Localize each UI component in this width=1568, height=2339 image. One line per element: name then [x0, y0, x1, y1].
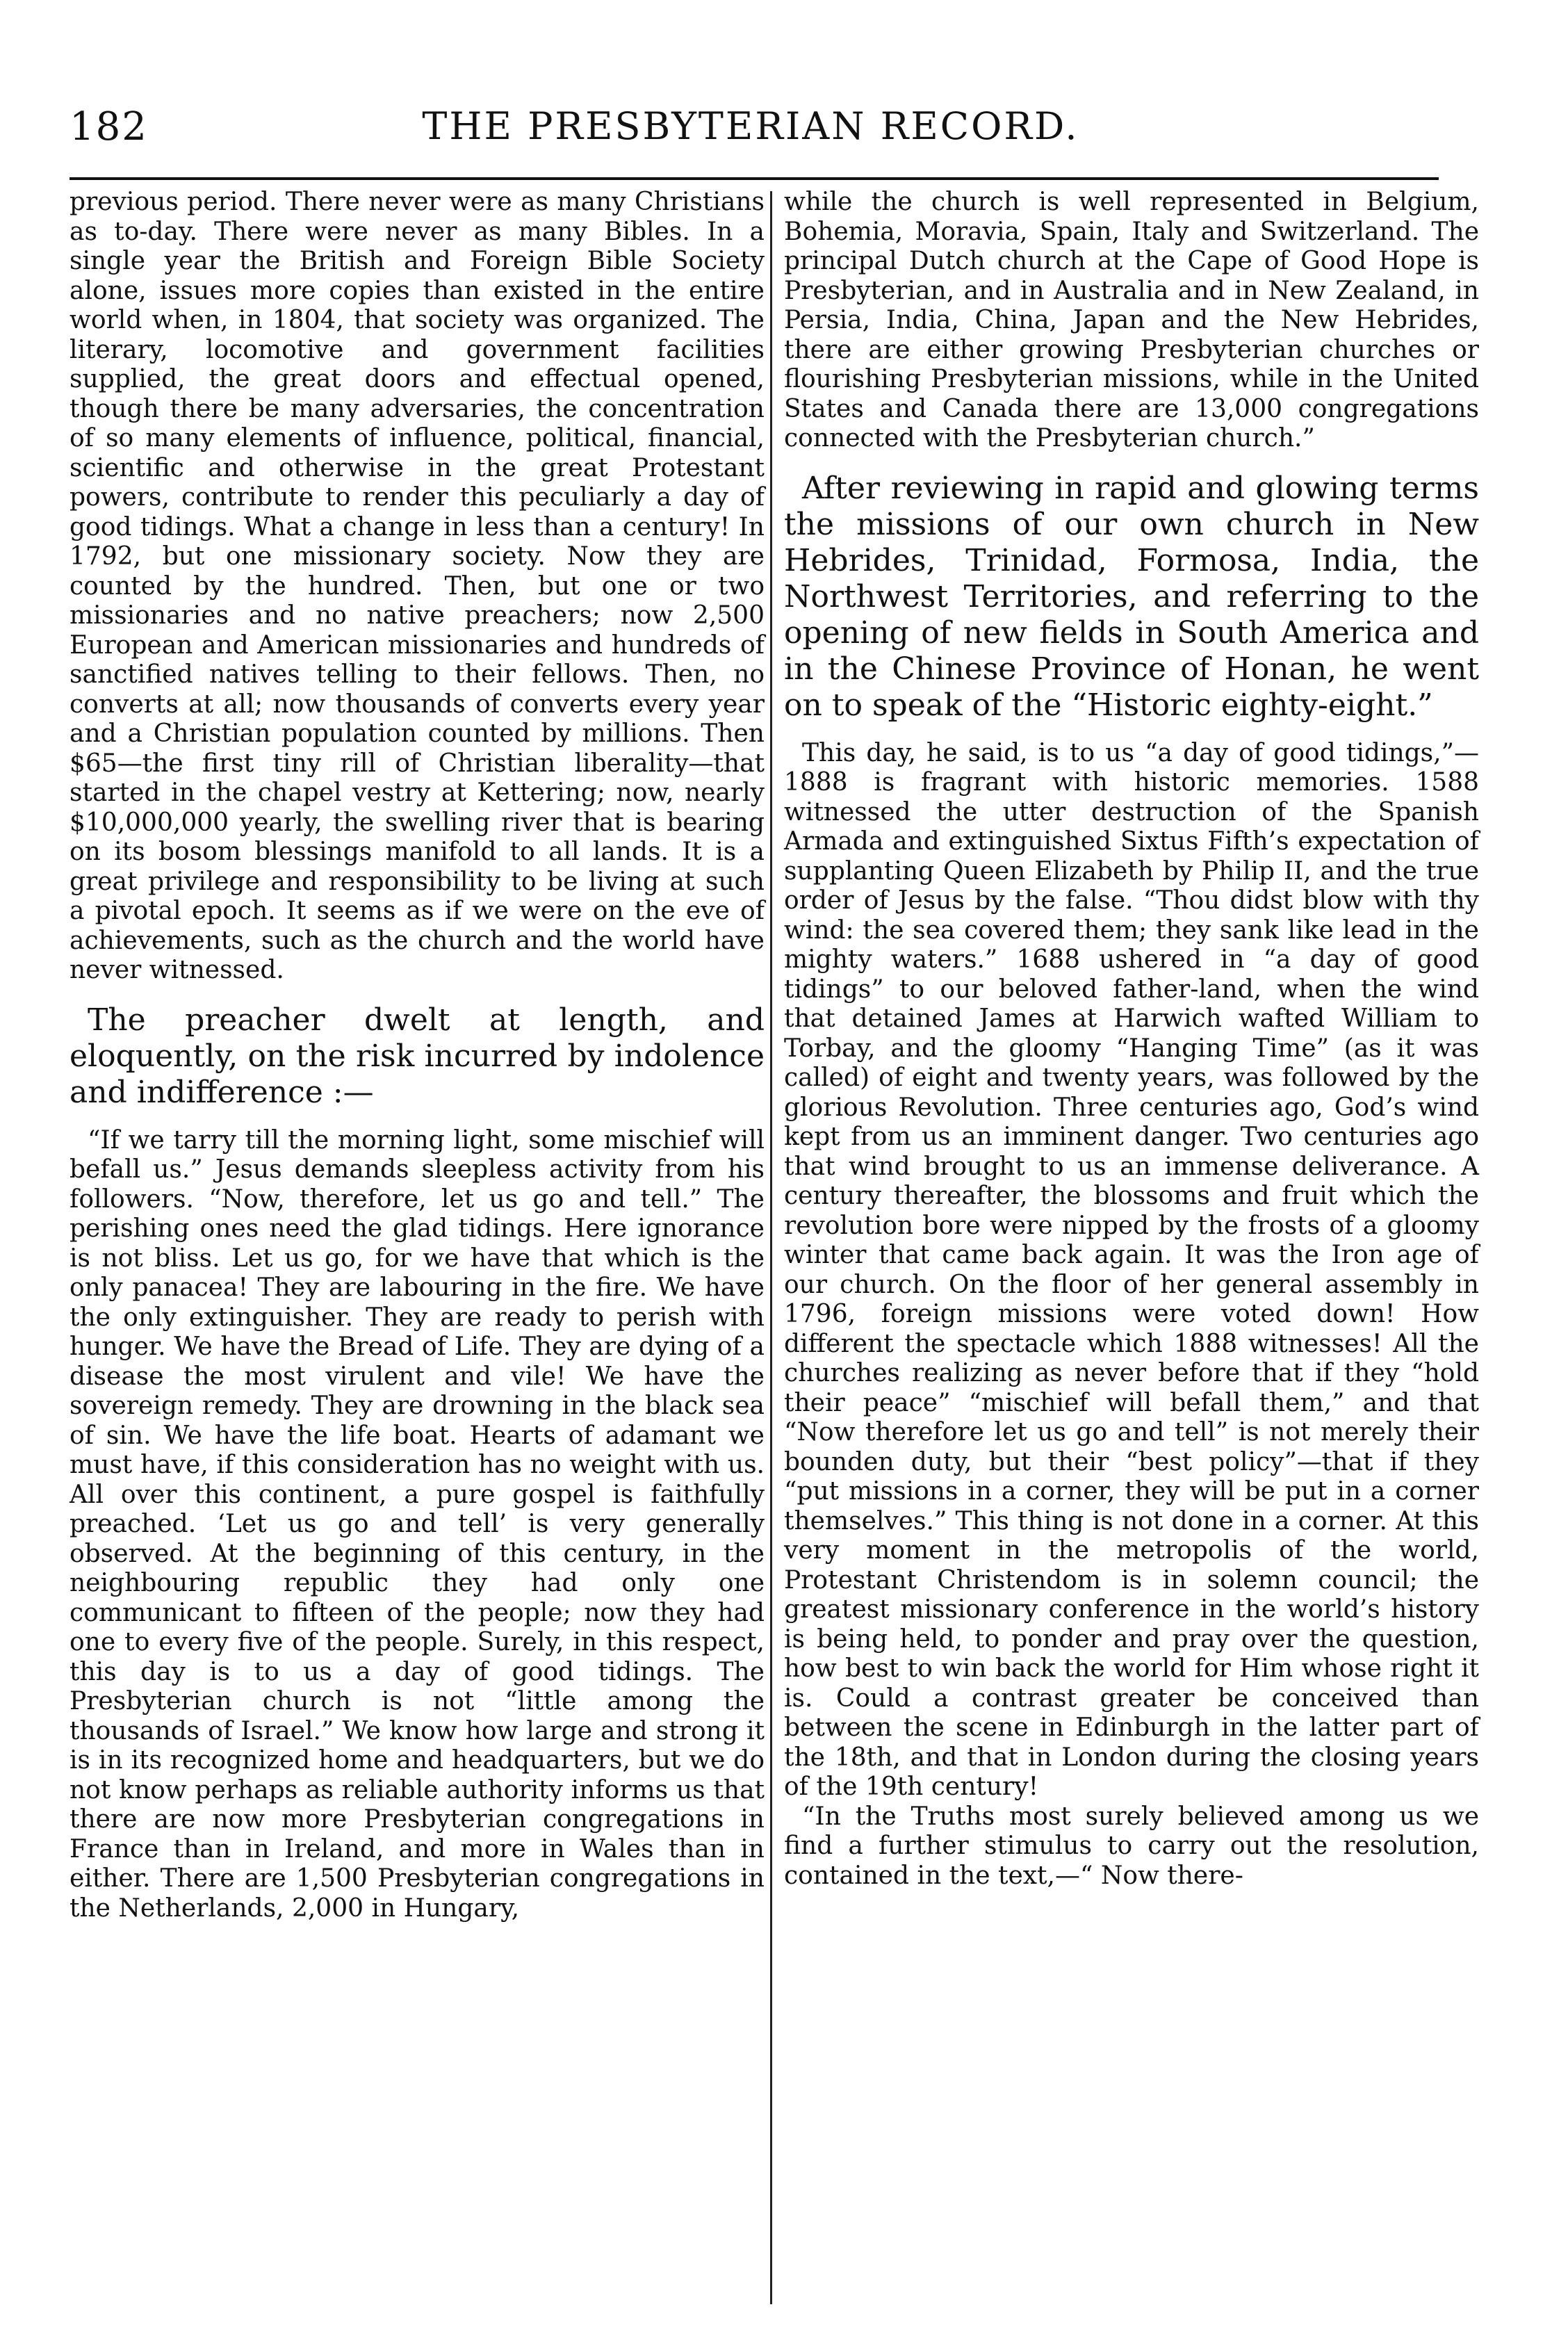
paragraph-lead: After reviewing in rapid and glowing terms the missions of our own church in New Hebrides, Trinidad, Formosa, India, the Northwest Territories, and referring to the opening of new fields in South America and in the Chinese Province of Honan, he went on to speak of the “Historic eighty-eight.” — [784, 470, 1479, 723]
paragraph: This day, he said, is to us “a day of good tidings,”—1888 is fragrant with historic memories. 1588 witnessed the utter destruction of the Spanish Armada and extinguished Sixtus Fifth’s expectation of supplanting Queen Elizabeth by Philip II, and the true order of Jesus by the false. “Thou didst blow with thy wind: the sea covered them; they sank like lead in the mighty waters.” 1688 ushered in “a day of good tidings” to our beloved father-land, when the wind that detained James at Harwich wafted William to Torbay, and the gloomy “Hanging Time” (as it was called) of eight and twenty years, was followed by the glorious Revolution. Three centuries ago, God’s wind kept from us an imminent danger. Two centuries ago that wind brought to us an immense deliverance. A century thereafter, the blossoms and fruit which the revolution bore were nipped by the frosts of a gloomy winter that came back again. It was the Iron age of our church. On the floor of her general assembly in 1796, foreign missions were voted down! How different the spectacle which 1888 witnesses! All the churches realizing as never before that if they “hold their peace” “mischief will befall them,” and that “Now therefore let us go and tell” is not merely their bounden duty, but their “best policy”—that if they “put missions in a corner, they will be put in a corner themselves.” This thing is not done in a corner. At this very moment in the metropolis of the world, Protestant Christendom is in solemn council; the greatest missionary conference in the world’s history is being held, to ponder and pray over the question, how best to win back the world for Him whose right it is. Could a contrast greater be conceived than between the scene in Edinburgh in the latter part of the 18th, and that in London during the closing years of the 19th century! — [784, 738, 1479, 1801]
paragraph: while the church is well represented in Belgium, Bohemia, Moravia, Spain, Italy and Switzerland. The principal Dutch church at the Cape of Good Hope is Presbyterian, and in Australia and in New Zealand, in Persia, India, China, Japan and the New Hebrides, there are either growing Presbyterian churches or flourishing Presbyterian missions, while in the United States and Canada there are 13,000 congregations connected with the Presbyterian church.” — [784, 188, 1479, 453]
left-column — [70, 188, 765, 1923]
paragraph: previous period. There never were as many Christians as to-day. There were never as many Bibles. In a single year the British and Foreign Bible Society alone, issues more copies than existed in the entire world when, in 1804, that society was organized. The literary, locomotive and government facilities supplied, the great doors and effectual opened, though there be many adversaries, the concentration of so many elements of influence, political, financial, scientific and otherwise in the great Protestant powers, contribute to render this peculiarly a day of good tidings. What a change in less than a century! In 1792, but one missionary society. Now they are counted by the hundred. Then, but one or two missionaries and no native preachers; now 2,500 European and American missionaries and hundreds of sanctified natives telling to their fellows. Then, no converts at all; now thousands of converts every year and a Christian population counted by millions. Then $65—the first tiny rill of Christian liberality—that started in the chapel vestry at Kettering; now, nearly $10,000,000 yearly, the swelling river that is bearing on its bosom blessings manifold to all lands. It is a great privilege and responsibility to be living at such a pivotal epoch. It seems as if we were on the eve of achievements, such as the church and the world have never witnessed. — [70, 188, 765, 984]
column-divider — [770, 191, 772, 2304]
page-number: 182 — [70, 104, 148, 149]
paragraph: “In the Truths most surely believed among us we find a further stimulus to carry out the resolution, contained in the text,—“ Now there- — [784, 1802, 1479, 1890]
paragraph: “If we tarry till the morning light, some mischief will befall us.” Jesus demands sleepless activity from his followers. “Now, therefore, let us go and tell.” The perishing ones need the glad tidings. Here ignorance is not bliss. Let us go, for we have that which is the only panacea! They are labouring in the fire. We have the only extinguisher. They are ready to perish with hunger. We have the Bread of Life. They are dying of a disease the most virulent and vile! We have the sovereign remedy. They are drowning in the black sea of sin. We have the life boat. Hearts of adamant we must have, if this consideration has no weight with us. All over this continent, a pure gospel is faithfully preached. ‘Let us go and tell’ is very generally observed. At the beginning of this century, in the neighbouring republic they had only one communicant to fifteen of the people; now they had one to every five of the people. Surely, in this respect, this day is to us a day of good tidings. The Presbyterian church is not “little among the thousands of Israel.” We know how large and strong it is in its recognized home and headquarters, but we do not know perhaps as reliable authority informs us that there are now more Presbyterian congregations in France than in Ireland, and more in Wales than in either. There are 1,500 Presbyterian congregations in the Netherlands, 2,000 in Hungary, — [70, 1125, 765, 1923]
journal-title: THE PRESBYTERIAN RECORD. — [422, 104, 1079, 148]
paragraph-lead: The preacher dwelt at length, and eloquently, on the risk incurred by indolence and indifference :— — [70, 1002, 765, 1110]
right-column — [784, 188, 1479, 1891]
page-header — [70, 104, 1432, 160]
header-rule — [70, 177, 1439, 180]
